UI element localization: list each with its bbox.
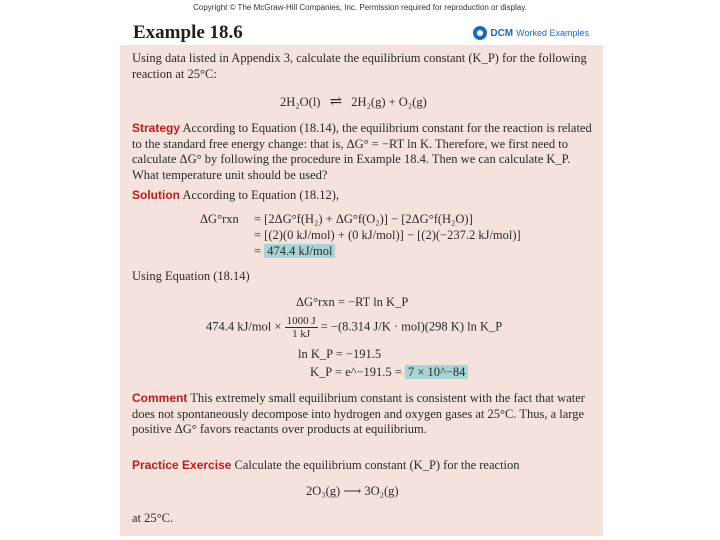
calc-line1: ΔG°rxn = −RT ln K_P (296, 295, 409, 309)
problem-statement: Using data listed in Appendix 3, calculate the equilibrium constant (K_P) for the following reaction at 25°C: (132, 51, 587, 81)
example-panel (120, 45, 603, 536)
dcm-worked-examples-link[interactable] (473, 26, 589, 40)
comment-heading: Comment (132, 391, 188, 405)
kp-answer-highlight: 7 × 10^−84 (405, 365, 468, 379)
solution-paragraph (132, 188, 594, 204)
reaction-lhs: 2H₂O(l) (280, 95, 321, 109)
solution-eq-line1: = [2ΔG°f(H₂) + ΔG°f(O₂)] − [2ΔG°f(H₂O)] (254, 212, 473, 226)
solution-eq-line3-equals: = (254, 244, 262, 258)
equilibrium-arrow-icon: ⇌ (329, 94, 343, 110)
practice-tail: at 25°C. (132, 511, 174, 525)
fraction-numerator: 1000 J (286, 315, 316, 327)
copyright-notice: Copyright © The McGraw-Hill Companies, Inc. Permission required for reproduction or display. (193, 3, 527, 12)
dcm-label: Worked Examples (516, 28, 589, 38)
solution-eq-line2: = [(2)(0 kJ/mol) + (0 kJ/mol)] − [(2)(−237.2 kJ/mol)] (254, 228, 521, 242)
reaction-equation (280, 92, 427, 111)
solution-answer-highlight: 474.4 kJ/mol (264, 244, 335, 258)
solution-eq-lhs: ΔG°rxn (200, 212, 239, 226)
dcm-brand: DCM (490, 27, 514, 39)
example-header (120, 17, 603, 43)
practice-text: Calculate the equilibrium constant (K_P) for the reaction (234, 458, 520, 472)
unit-conversion-fraction (285, 315, 318, 340)
calc-line2-right: = −(8.314 J/K · mol)(298 K) ln K_P (320, 319, 503, 334)
strategy-paragraph (132, 121, 594, 183)
calc-line2 (206, 315, 502, 340)
strategy-heading: Strategy (132, 121, 181, 135)
calc-line3: ln K_P = −191.5 (298, 347, 382, 361)
calc-line4-left: K_P = e^−191.5 = (310, 365, 402, 379)
solution-heading: Solution (132, 188, 180, 202)
dcm-logo-icon (473, 26, 487, 40)
comment-paragraph (132, 391, 594, 438)
fraction-denominator: 1 kJ (292, 328, 311, 340)
example-title: Example 18.6 (133, 22, 243, 43)
calc-line4 (310, 365, 468, 380)
using-equation-text: Using Equation (18.14) (132, 269, 250, 283)
strategy-text: According to Equation (18.14), the equilibrium constant for the reaction is related to the standard free energy change: that is, ΔG° = −RT ln K. Therefore, we first need to calculate ΔG° by following the procedure in Example 18.4. Then we can calculate K_P. What temperature unit should be used? (132, 121, 592, 182)
calc-line2-left: 474.4 kJ/mol × (206, 319, 282, 334)
reaction-rhs: 2H₂(g) + O₂(g) (351, 95, 427, 109)
solution-text: According to Equation (18.12), (182, 188, 339, 202)
practice-reaction: 2O₃(g) ⟶ 3O₂(g) (306, 484, 399, 498)
practice-paragraph (132, 458, 594, 474)
solution-eq-line3 (254, 244, 335, 259)
comment-text: This extremely small equilibrium constant is consistent with the fact that water does not spontaneously decompose into hydrogen and oxygen gases at 25°C. Thus, a large positive ΔG° favors reactants over products at equilibrium. (132, 391, 585, 436)
practice-heading: Practice Exercise (132, 458, 232, 472)
